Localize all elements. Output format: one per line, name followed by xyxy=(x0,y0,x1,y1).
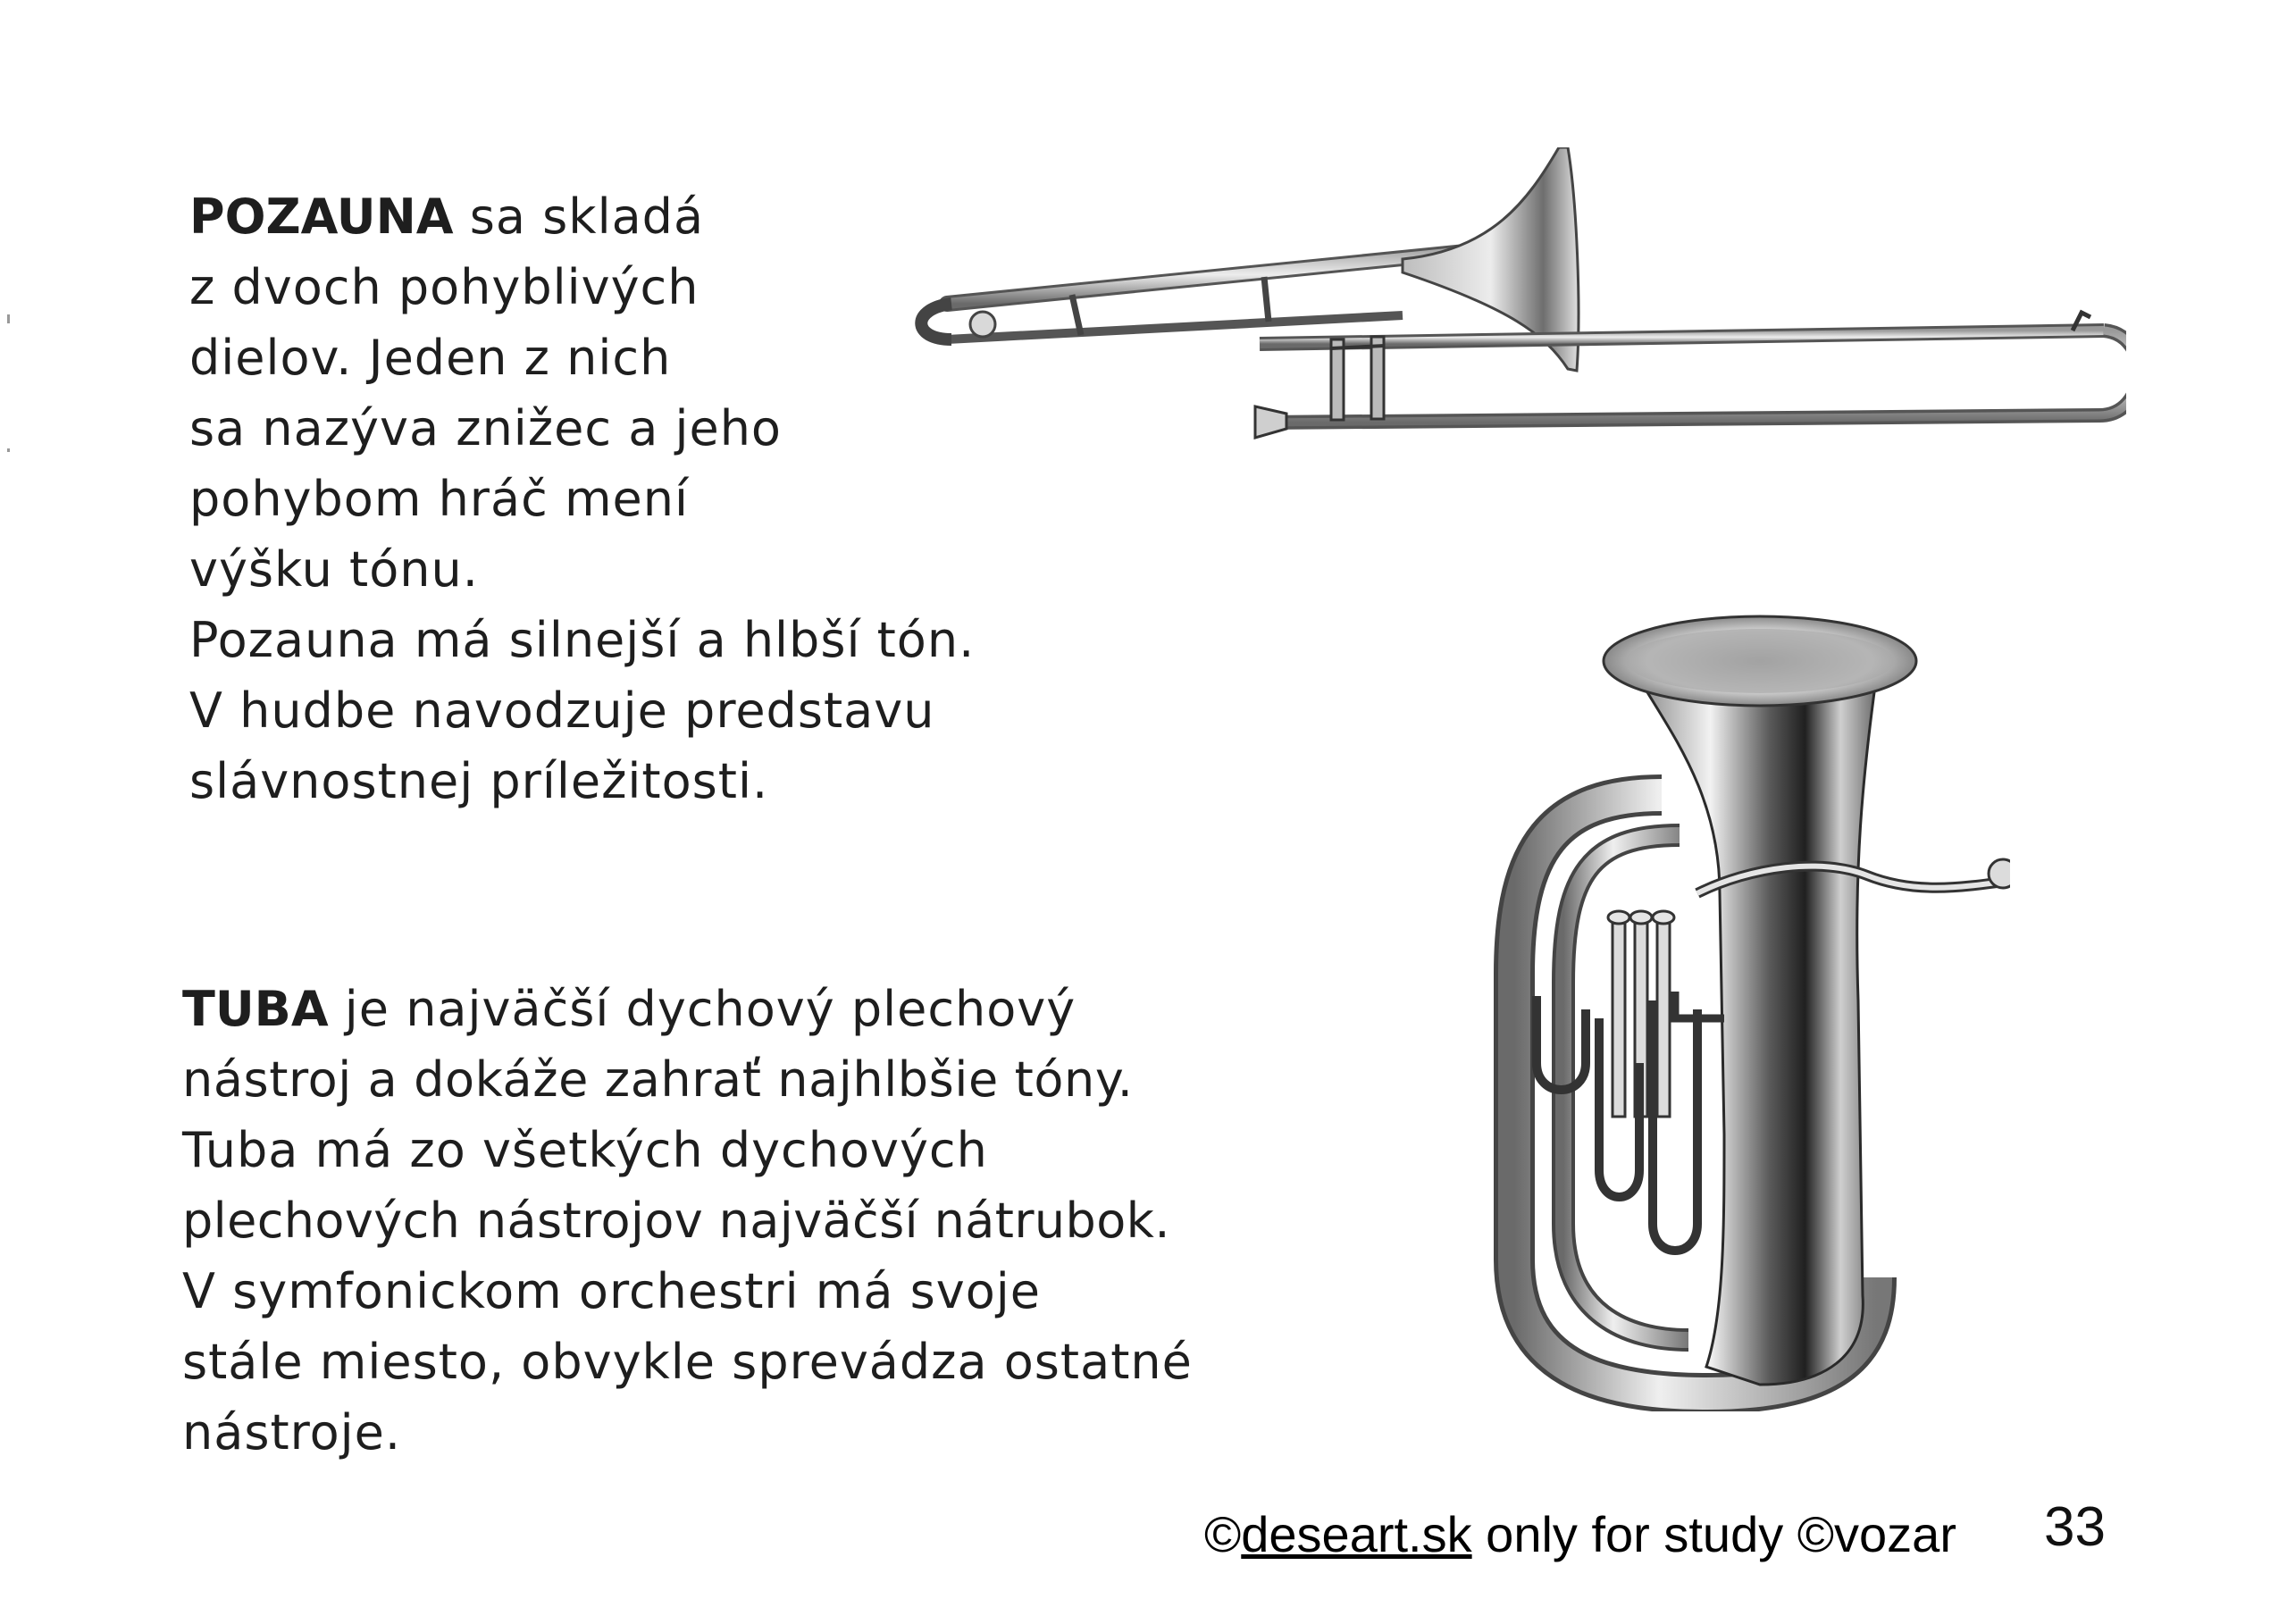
text-line: nástroje. xyxy=(182,1404,402,1461)
text-line: V symfonickom orchestri má svoje xyxy=(182,1263,1041,1319)
text-line: dielov. Jeden z nich xyxy=(189,330,672,386)
text-line: sa nazýva znižec a jeho xyxy=(189,400,782,456)
pozauna-title: POZAUNA xyxy=(189,188,454,245)
text-line: V hudbe navodzuje predstavu xyxy=(189,682,935,739)
text-line: pohybom hráč mení xyxy=(189,471,690,527)
page-number: 33 xyxy=(2044,1496,2106,1558)
text-line: stále miesto, obvykle sprevádza ostatné xyxy=(182,1334,1193,1390)
copyright-prefix: © xyxy=(1204,1506,1242,1562)
text-line: Pozauna má silnejší a hlbší tón. xyxy=(189,612,976,668)
tuba-illustration xyxy=(1483,599,2010,1411)
text-fragment: je najväčší dychový plechový xyxy=(328,981,1076,1037)
text-line: slávnostnej príležitosti. xyxy=(189,753,769,809)
pozauna-paragraph xyxy=(189,181,975,816)
margin-mark xyxy=(7,448,10,452)
tuba-title: TUBA xyxy=(182,981,329,1037)
margin-mark xyxy=(7,314,10,323)
text-line: výšku tónu. xyxy=(189,541,479,598)
text-line: plechových nástrojov najväčší nátrubok. xyxy=(182,1193,1170,1249)
text-fragment: sa skladá xyxy=(453,188,705,245)
copyright-footer xyxy=(1204,1505,1956,1563)
trombone-illustration xyxy=(902,147,2126,460)
text-line: nástroj a dokáže zahrať najhlbšie tóny. xyxy=(182,1051,1134,1108)
text-line xyxy=(189,181,975,252)
copyright-suffix: only for study ©vozar xyxy=(1471,1506,1956,1562)
text-line xyxy=(182,974,1193,1044)
tuba-paragraph xyxy=(182,974,1193,1468)
deseart-link[interactable]: deseart.sk xyxy=(1241,1506,1472,1562)
text-line: z dvoch pohyblivých xyxy=(189,259,700,315)
text-line: Tuba má zo všetkých dychových xyxy=(182,1122,988,1178)
